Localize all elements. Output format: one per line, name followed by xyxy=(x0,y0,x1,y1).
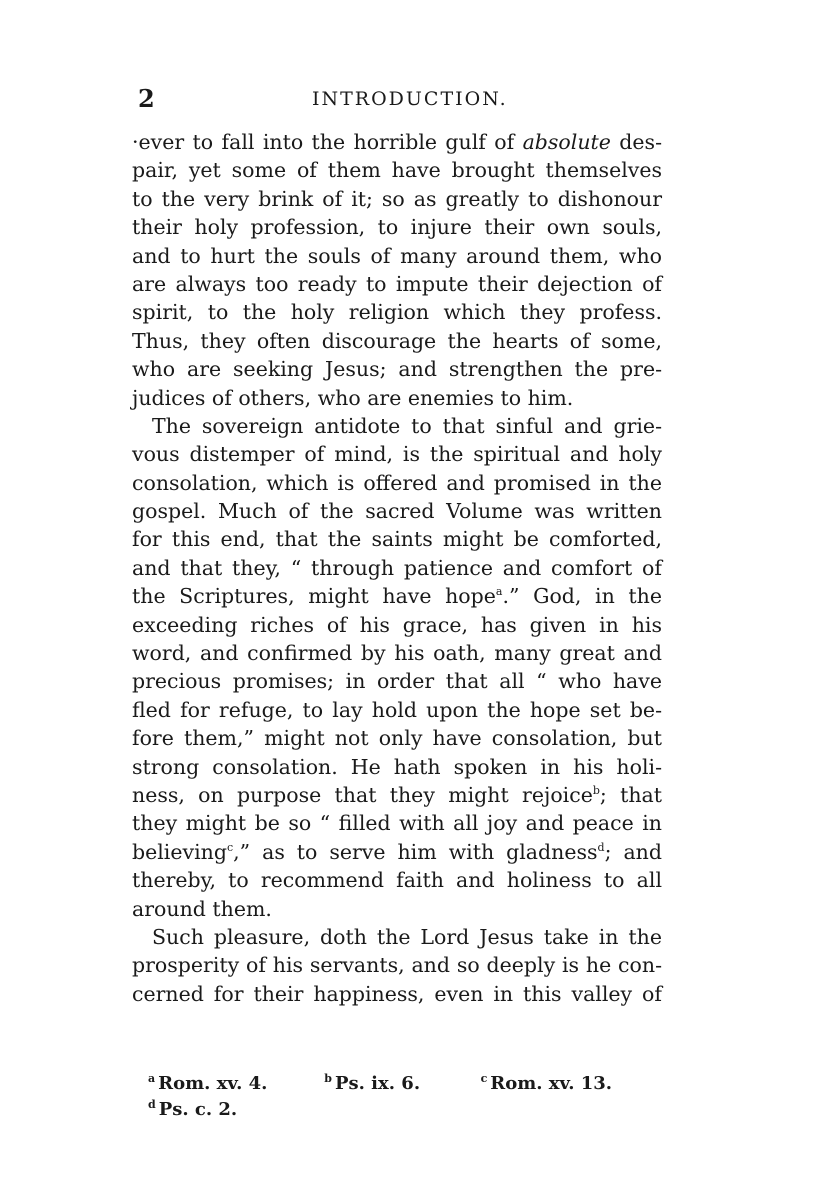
text-line: cerned for their happiness, even in this valley of xyxy=(132,981,662,1006)
footnote-a-ref: Rom. xv. 4. xyxy=(158,1073,268,1094)
text-line: fled for refuge, to lay hold upon the hope set be- xyxy=(132,697,662,722)
text-line: pair, yet some of them have brought themselves xyxy=(132,158,662,183)
text-line: and to hurt the souls of many around them, who xyxy=(132,243,662,268)
text-line xyxy=(132,128,662,156)
footnote-d-ref: Ps. c. 2. xyxy=(158,1099,238,1120)
text-line: gospel. Much of the sacred Volume was written xyxy=(132,499,662,524)
running-head xyxy=(138,84,658,114)
text-line: to the very brink of it; so as greatly to dishonour xyxy=(132,186,662,211)
line-26-mid: ,” as to serve him with gladness xyxy=(233,839,598,864)
line-1-end: des- xyxy=(610,130,662,154)
text-line: precious promises; in order that all “ who have xyxy=(132,669,662,694)
text-line: vous distemper of mind, is the spiritual and holy xyxy=(132,442,662,467)
text-line: Such pleasure, doth the Lord Jesus take in the xyxy=(152,924,662,949)
footnote-mark-a: a xyxy=(495,585,503,599)
footnote-d-mark: d xyxy=(148,1098,156,1111)
text-line: and that they, “ through patience and comfort of xyxy=(132,555,662,580)
text-line: word, and confirmed by his oath, many great and xyxy=(132,641,662,666)
text-line: consolation, which is offered and promised in the xyxy=(132,470,662,495)
text-line: fore them,” might not only have consolation, but xyxy=(132,726,662,751)
text-line: are always too ready to impute their dejection of xyxy=(132,271,662,296)
footnote-d xyxy=(148,1092,237,1123)
text-line: spirit, to the holy religion which they profess. xyxy=(132,300,662,325)
text-line: The sovereign antidote to that sinful and grie- xyxy=(152,413,662,438)
footnote-c xyxy=(481,1066,612,1097)
line-17-end: .” God, in the xyxy=(502,584,662,609)
text-line: strong consolation. He hath spoken in his holi- xyxy=(132,754,662,779)
body-text xyxy=(132,128,662,1008)
footnotes xyxy=(148,1066,648,1118)
footnote-mark-c: c xyxy=(226,840,234,854)
line-24-end: ; that xyxy=(599,782,662,807)
footnote-b-mark: b xyxy=(324,1072,332,1085)
footnote-row xyxy=(148,1066,648,1092)
text-line xyxy=(132,781,662,809)
footnote-c-ref: Rom. xv. 13. xyxy=(490,1073,613,1094)
line-26-start: believing xyxy=(132,839,227,864)
text-line: around them. xyxy=(132,896,272,921)
line-17-start: the Scriptures, might have hope xyxy=(132,584,496,609)
text-line: thereby, to recommend faith and holiness to all xyxy=(132,868,662,893)
footnote-b xyxy=(324,1066,474,1097)
text-line: their holy profession, to injure their own souls, xyxy=(132,215,662,240)
text-line: prosperity of his servants, and so deeply is he con- xyxy=(132,953,662,978)
page-number: 2 xyxy=(138,84,155,113)
line-26-end: ; and xyxy=(604,839,662,864)
line-24-start: ness, on purpose that they might rejoice xyxy=(132,782,593,807)
emphasis-absolute: absolute xyxy=(522,130,611,154)
line-1-start: ·ever to fall into the horrible gulf of xyxy=(132,130,523,154)
text-line: they might be so “ filled with all joy and peace in xyxy=(132,811,662,836)
text-line: judices of others, who are enemies to him. xyxy=(132,385,574,410)
text-line: for this end, that the saints might be comforted, xyxy=(132,527,662,552)
text-line: Thus, they often discourage the hearts of some, xyxy=(132,328,662,353)
footnote-mark-d: d xyxy=(597,840,605,854)
footnote-b-ref: Ps. ix. 6. xyxy=(334,1073,421,1094)
footnote-c-mark: c xyxy=(480,1072,488,1085)
section-title: INTRODUCTION. xyxy=(312,88,508,110)
text-line: who are seeking Jesus; and strengthen the pre- xyxy=(132,357,662,382)
text-line xyxy=(132,582,662,610)
text-line: exceeding riches of his grace, has given in his xyxy=(132,612,662,637)
text-line xyxy=(132,838,662,866)
footnote-mark-b: b xyxy=(592,783,600,797)
footnote-a-mark: a xyxy=(148,1072,156,1085)
